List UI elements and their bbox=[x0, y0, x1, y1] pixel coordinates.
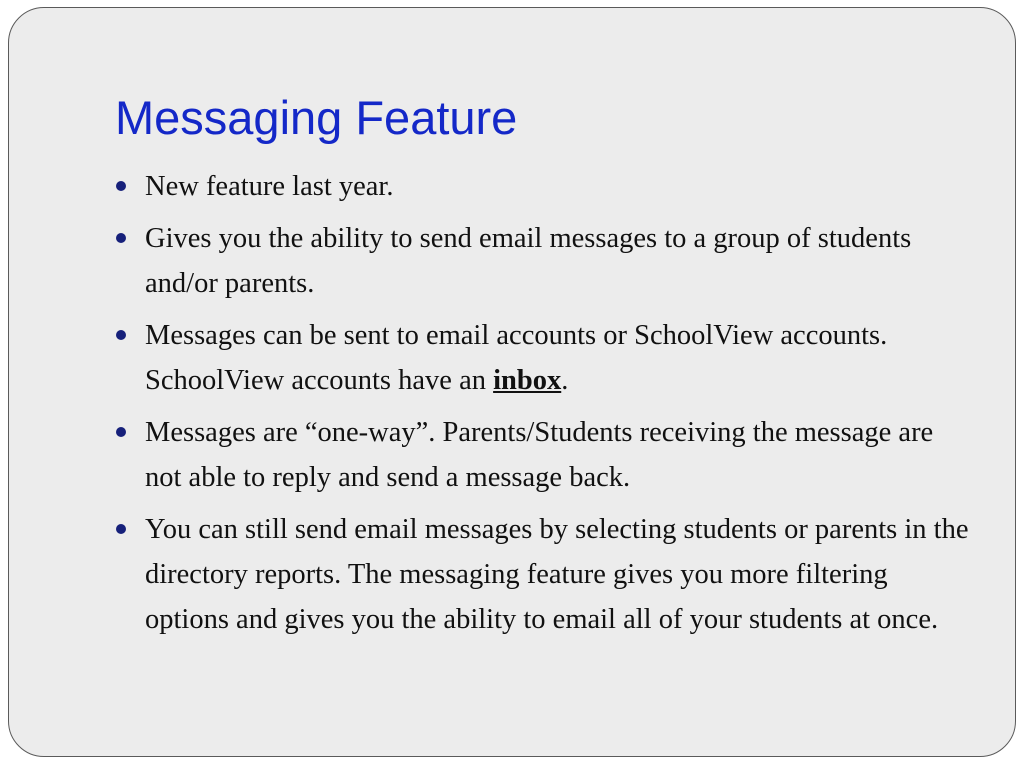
slide-title: Messaging Feature bbox=[115, 91, 518, 144]
bullet-text: New feature last year. bbox=[145, 171, 394, 202]
bullet-list bbox=[115, 164, 975, 649]
bullet-item bbox=[115, 507, 975, 642]
bullet-text: Messages are “one-way”. Parents/Students receiving the message are not able to reply and send a message back. bbox=[145, 417, 934, 493]
bullet-dot-icon bbox=[116, 233, 126, 243]
bullet-dot-icon bbox=[116, 524, 126, 534]
bullet-item bbox=[115, 164, 975, 209]
slide bbox=[8, 7, 1016, 757]
inbox-emphasis: inbox bbox=[493, 365, 562, 396]
bullet-text: Messages can be sent to email accounts or SchoolView accounts. SchoolView accounts have an bbox=[145, 320, 888, 396]
bullet-item bbox=[115, 410, 975, 500]
bullet-item bbox=[115, 313, 975, 403]
bullet-text: You can still send email messages by selecting students or parents in the directory reports. The messaging feature gives you more filtering options and gives you the ability to email all of your students at once. bbox=[145, 514, 969, 635]
bullet-dot-icon bbox=[116, 330, 126, 340]
bullet-text: Gives you the ability to send email messages to a group of students and/or parents. bbox=[145, 223, 912, 299]
bullet-text-end: . bbox=[561, 365, 569, 396]
bullet-dot-icon bbox=[116, 427, 126, 437]
bullet-dot-icon bbox=[116, 181, 126, 191]
bullet-item bbox=[115, 216, 975, 306]
